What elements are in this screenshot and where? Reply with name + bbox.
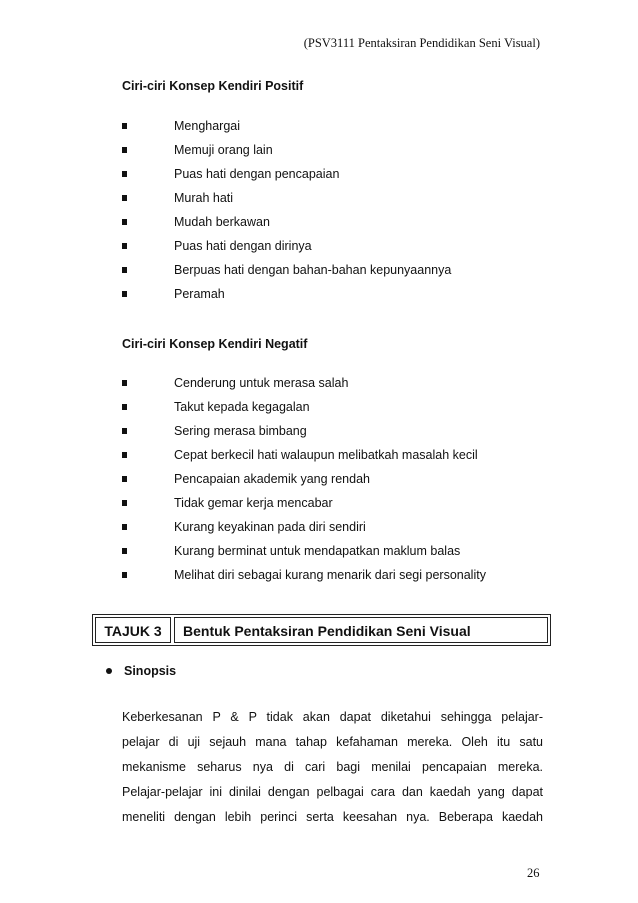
positif-heading: Ciri-ciri Konsep Kendiri Positif	[122, 79, 304, 93]
square-bullet-icon	[122, 524, 127, 530]
sinopsis-heading: Sinopsis	[106, 664, 176, 678]
paragraph-line: Pelajar-pelajar ini dinilai dengan pelbagai cara dan kaedah yang dapat	[122, 785, 543, 799]
topic-heading-box	[92, 614, 551, 646]
square-bullet-icon	[122, 195, 127, 201]
round-bullet-icon	[106, 668, 112, 674]
square-bullet-icon	[122, 572, 127, 578]
paragraph-line: pelajar di uji sejauh mana tahap kefahaman mereka. Oleh itu satu	[122, 735, 543, 749]
square-bullet-icon	[122, 404, 127, 410]
square-bullet-icon	[122, 476, 127, 482]
page-number: 26	[527, 866, 540, 880]
square-bullet-icon	[122, 500, 127, 506]
paragraph-line: Keberkesanan P & P tidak akan dapat diketahui sehingga pelajar-	[122, 710, 543, 724]
square-bullet-icon	[122, 291, 127, 297]
square-bullet-icon	[122, 123, 127, 129]
topic-number: TAJUK 3	[95, 617, 171, 643]
square-bullet-icon	[122, 147, 127, 153]
square-bullet-icon	[122, 219, 127, 225]
negatif-heading: Ciri-ciri Konsep Kendiri Negatif	[122, 337, 308, 351]
square-bullet-icon	[122, 548, 127, 554]
square-bullet-icon	[122, 267, 127, 273]
square-bullet-icon	[122, 452, 127, 458]
topic-title: Bentuk Pentaksiran Pendidikan Seni Visual	[174, 617, 548, 643]
square-bullet-icon	[122, 428, 127, 434]
paragraph-line: mekanisme seharus nya di cari bagi menilai pencapaian mereka.	[122, 760, 543, 774]
page-header: (PSV3111 Pentaksiran Pendidikan Seni Visual)	[303, 36, 540, 50]
square-bullet-icon	[122, 171, 127, 177]
sinopsis-paragraph	[122, 708, 543, 833]
square-bullet-icon	[122, 380, 127, 386]
square-bullet-icon	[122, 243, 127, 249]
paragraph-line: meneliti dengan lebih perinci serta keesahan nya. Beberapa kaedah	[122, 810, 543, 824]
